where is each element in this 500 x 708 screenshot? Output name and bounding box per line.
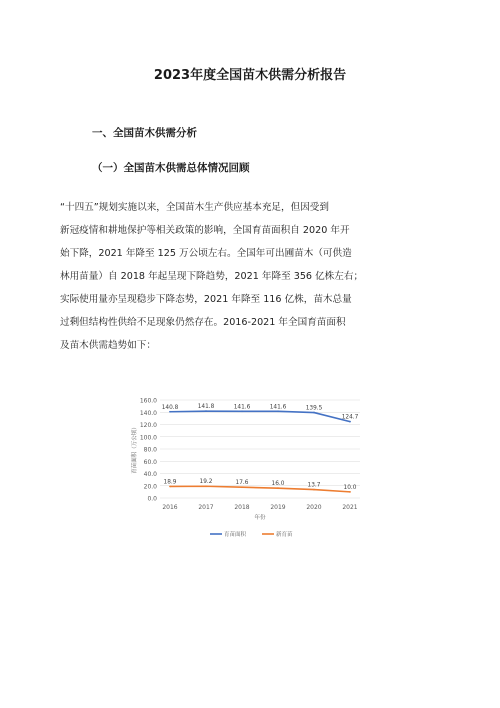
- series-line-2: [170, 486, 350, 492]
- paragraph-line: 实际使用量亦呈现稳步下降态势，2021 年降至 116 亿株，苗木总量: [60, 294, 352, 305]
- data-point: [205, 410, 207, 412]
- y-tick-label: 20.0: [143, 483, 157, 491]
- data-point: [169, 411, 171, 413]
- line-chart: [128, 388, 372, 546]
- data-point: [349, 421, 351, 423]
- data-label: 124.7: [341, 414, 359, 421]
- data-label: 141.6: [269, 404, 287, 411]
- chart-container: [128, 388, 372, 546]
- y-tick-label: 100.0: [139, 434, 157, 442]
- x-tick-label: 2016: [162, 504, 178, 511]
- x-axis-title: 年份: [254, 515, 266, 521]
- x-tick-label: 2020: [306, 504, 322, 511]
- data-point: [169, 486, 171, 488]
- body-paragraph: [60, 196, 444, 357]
- section-heading: 一、全国苗木供需分析: [92, 127, 197, 139]
- data-label: 16.0: [271, 481, 285, 488]
- data-label: 141.8: [197, 404, 215, 411]
- paragraph-line: 林用苗量）自 2018 年起呈现下降趋势，2021 年降至 356 亿株左右；: [60, 271, 364, 282]
- subsection-heading: （一）全国苗木供需总体情况回顾: [92, 162, 250, 174]
- data-label: 13.7: [307, 482, 321, 489]
- y-tick-label: 160.0: [139, 397, 157, 405]
- series-line-1: [170, 411, 350, 421]
- data-label: 17.6: [235, 480, 249, 487]
- data-point: [349, 491, 351, 493]
- data-label: 19.2: [199, 479, 213, 486]
- paragraph-line: 新冠疫情和耕地保护等相关政策的影响，全国育苗面积自 2020 年开: [60, 225, 350, 236]
- legend-label: 新育苗: [276, 532, 293, 538]
- data-point: [277, 410, 279, 412]
- data-label: 10.0: [343, 484, 357, 491]
- paragraph-line: “十四五”规划实施以来，全国苗木生产供应基本充足，但因受到: [60, 202, 329, 213]
- x-tick-label: 2021: [342, 504, 358, 511]
- data-point: [241, 410, 243, 412]
- data-label: 18.9: [163, 479, 177, 486]
- y-tick-label: 80.0: [143, 446, 157, 454]
- paragraph-line: 过剩但结构性供给不足现象仍然存在。2016-2021 年全国育苗面积: [60, 317, 346, 328]
- legend-label: 育苗面积: [224, 532, 247, 538]
- x-tick-label: 2017: [198, 504, 214, 511]
- y-tick-label: 0.0: [147, 495, 157, 503]
- data-point: [205, 485, 207, 487]
- y-tick-label: 120.0: [139, 422, 157, 429]
- document-title: 2023年度全国苗木供需分析报告: [153, 68, 347, 83]
- x-tick-label: 2019: [270, 504, 286, 511]
- data-label: 140.8: [161, 404, 179, 411]
- paragraph-line: 及苗木供需趋势如下：: [60, 340, 156, 351]
- data-label: 139.5: [305, 405, 323, 412]
- paragraph-line: 始下降，2021 年降至 125 万公顷左右。全国年可出圃苗木（可供造: [60, 248, 352, 259]
- y-tick-label: 140.0: [139, 409, 157, 417]
- y-axis-title: 育苗面积（万公顷）: [132, 424, 138, 474]
- y-tick-label: 60.0: [143, 458, 157, 466]
- y-tick-label: 40.0: [143, 471, 157, 478]
- data-point: [277, 487, 279, 489]
- data-label: 141.6: [233, 404, 251, 411]
- x-tick-label: 2018: [234, 504, 250, 511]
- data-point: [313, 489, 315, 491]
- data-point: [241, 486, 243, 488]
- data-point: [313, 412, 315, 414]
